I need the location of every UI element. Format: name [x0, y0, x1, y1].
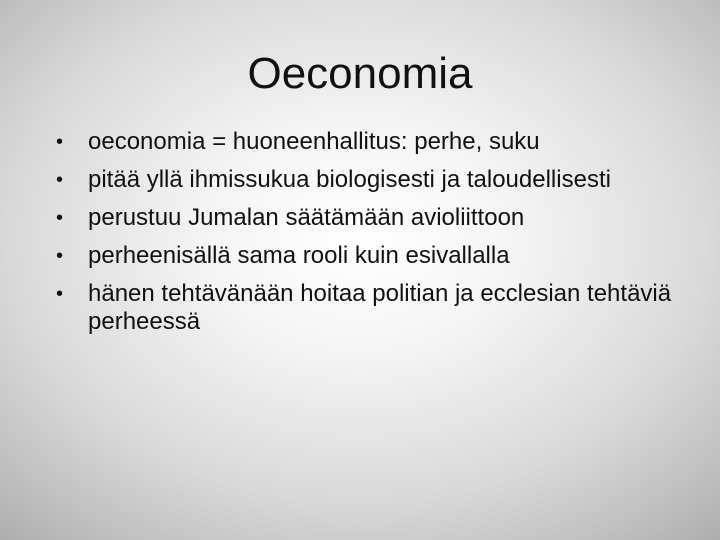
bullet-item	[54, 242, 674, 270]
bullet-text: perheenisällä sama rooli kuin esivallalla	[88, 242, 510, 269]
bullet-dot-icon: •	[56, 245, 64, 267]
bullet-item	[54, 166, 674, 194]
bullet-list	[54, 128, 674, 346]
bullet-text: perustuu Jumalan säätämään avioliittoon	[88, 204, 525, 231]
bullet-dot-icon: •	[56, 283, 64, 305]
bullet-text: oeconomia = huoneenhallitus: perhe, suku	[88, 128, 540, 155]
bullet-dot-icon: •	[56, 169, 64, 191]
bullet-dot-icon: •	[56, 131, 64, 153]
bullet-item	[54, 204, 674, 232]
bullet-text: hänen tehtävänään hoitaa politian ja ecclesian tehtäviä perheessä	[88, 280, 672, 335]
bullet-item	[54, 128, 674, 156]
bullet-item	[54, 280, 674, 336]
bullet-text: pitää yllä ihmissukua biologisesti ja taloudellisesti	[88, 166, 611, 193]
slide-title: Oeconomia	[247, 49, 473, 98]
bullet-dot-icon: •	[56, 207, 64, 229]
